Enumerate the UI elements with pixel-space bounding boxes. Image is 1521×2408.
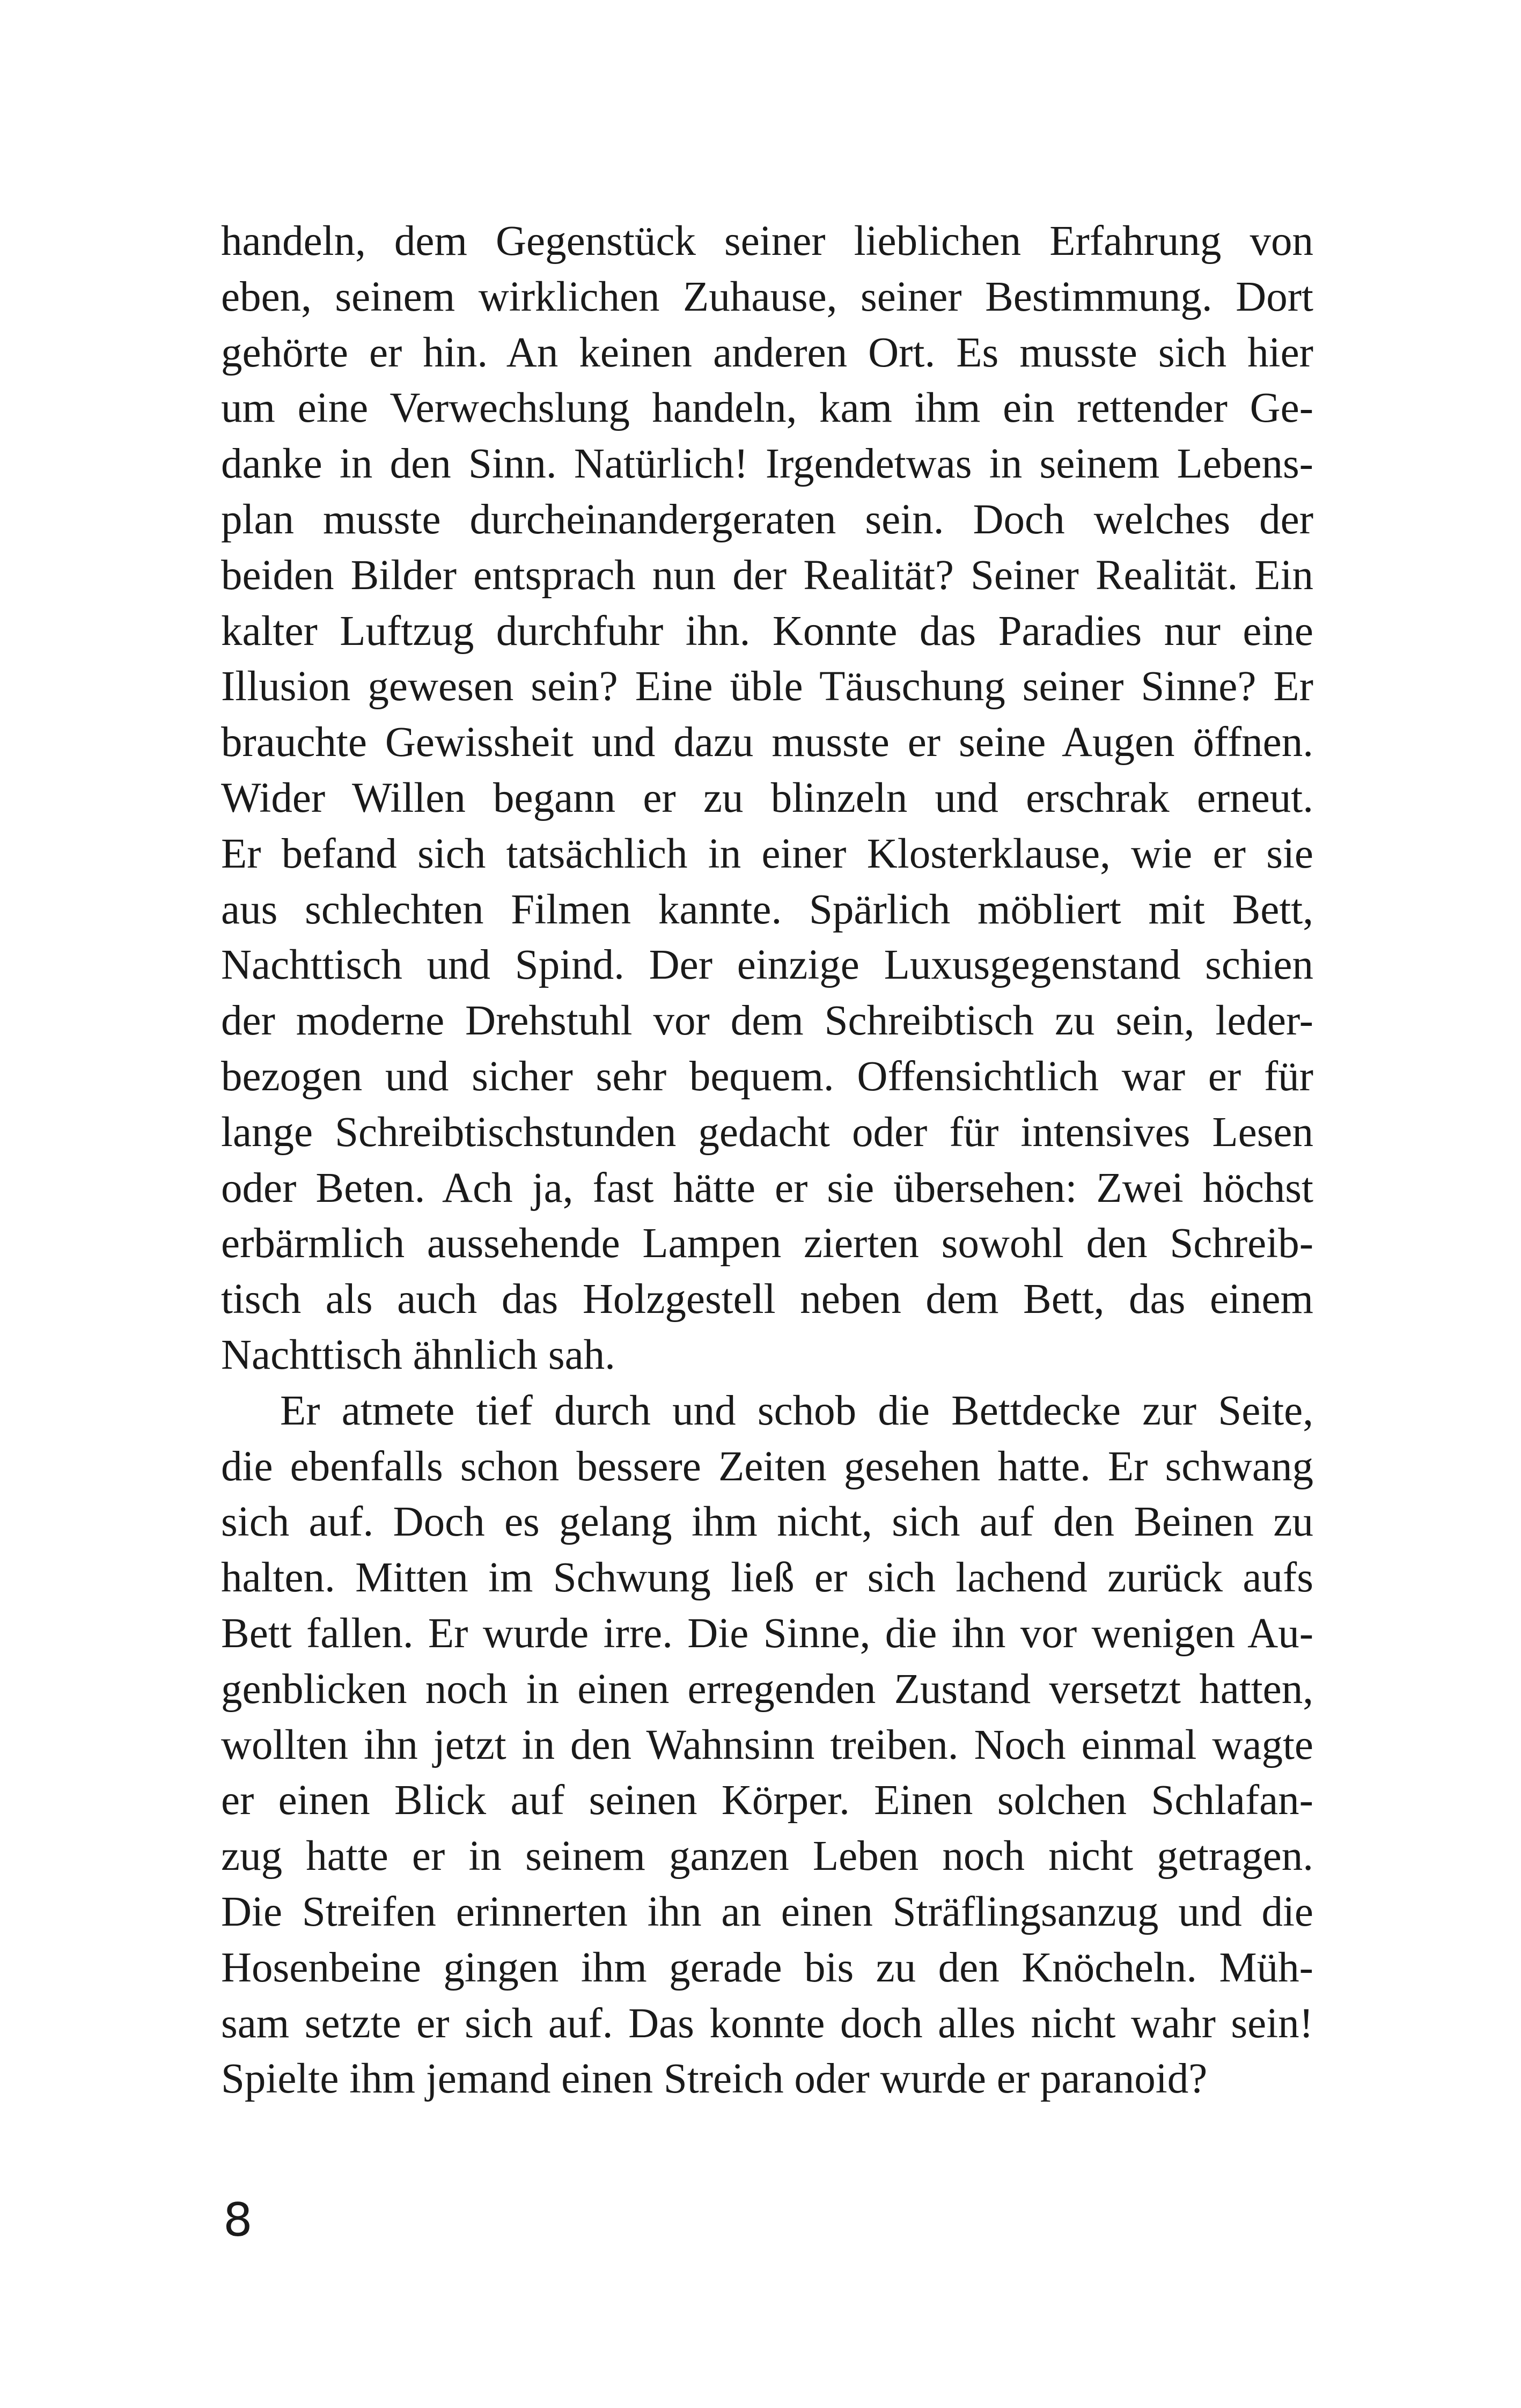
text-line: kalter Luftzug durchfuhr ihn. Konnte das Paradies nur eine [221,607,1313,655]
text-line: Er atmete tief durch und schob die Bettdecke zur Seite, [280,1387,1313,1434]
text-line: Er befand sich tatsächlich in einer Klosterklause, wie er sie [221,830,1313,877]
text-line: Nachttisch und Spind. Der einzige Luxusgegenstand schien [221,942,1313,989]
text-line: Wider Willen begann er zu blinzeln und erschrak erneut. [221,774,1313,821]
text-line: halten. Mitten im Schwung ließ er sich lachend zurück aufs [221,1554,1313,1602]
paragraph [221,1383,1313,2107]
text-line: Nachttisch ähnlich sah. [221,1331,615,1378]
text-line: die ebenfalls schon bessere Zeiten gesehen hatte. Er schwang [221,1443,1313,1490]
text-line: wollten ihn jetzt in den Wahnsinn treiben. Noch einmal wagte [221,1721,1313,1768]
text-line: gehörte er hin. An keinen anderen Ort. Es musste sich hier [221,329,1313,376]
text-line: plan musste durcheinandergeraten sein. Doch welches der [221,496,1313,543]
text-line: Die Streifen erinnerten ihn an einen Sträflingsanzug und die [221,1888,1313,1935]
paragraph [221,214,1313,1383]
body-text [221,214,1313,2107]
text-line: lange Schreibtischstunden gedacht oder für intensives Lesen [221,1108,1313,1156]
text-line: bezogen und sicher sehr bequem. Offensichtlich war er für [221,1053,1313,1100]
text-line: danke in den Sinn. Natürlich! Irgendetwas in seinem Lebens- [221,441,1313,488]
text-line: beiden Bilder entsprach nun der Realität? Seiner Realität. Ein [221,552,1313,599]
text-line: aus schlechten Filmen kannte. Spärlich möbliert mit Bett, [221,886,1313,933]
text-line: oder Beten. Ach ja, fast hätte er sie übersehen: Zwei höchst [221,1164,1313,1212]
text-line: Illusion gewesen sein? Eine üble Täuschung seiner Sinne? Er [221,663,1313,710]
page-number: 8 [223,2193,253,2247]
text-line: genblicken noch in einen erregenden Zustand versetzt hatten, [221,1665,1313,1713]
text-line: sich auf. Doch es gelang ihm nicht, sich auf den Beinen zu [221,1499,1313,1546]
text-line: brauchte Gewissheit und dazu musste er seine Augen öffnen. [221,719,1313,766]
text-line: zug hatte er in seinem ganzen Leben noch nicht getragen. [221,1833,1313,1880]
text-line: der moderne Drehstuhl vor dem Schreibtisch zu sein, leder- [221,997,1313,1045]
text-line: tisch als auch das Holzgestell neben dem Bett, das einem [221,1276,1313,1323]
text-line: eben, seinem wirklichen Zuhause, seiner Bestimmung. Dort [221,273,1313,320]
text-line: Bett fallen. Er wurde irre. Die Sinne, die ihn vor wenigen Au- [221,1610,1313,1657]
text-line: sam setzte er sich auf. Das konnte doch alles nicht wahr sein! [221,2000,1313,2047]
text-line: um eine Verwechslung handeln, kam ihm ein rettender Ge- [221,385,1313,432]
text-line: erbärmlich aussehende Lampen zierten sowohl den Schreib- [221,1220,1313,1267]
text-line: handeln, dem Gegenstück seiner lieblichen Erfahrung von [221,218,1313,265]
text-line: er einen Blick auf seinen Körper. Einen solchen Schlafan- [221,1777,1313,1824]
text-line: Spielte ihm jemand einen Streich oder wurde er paranoid? [221,2055,1208,2103]
text-line: Hosenbeine gingen ihm gerade bis zu den Knöcheln. Müh- [221,1944,1313,1991]
